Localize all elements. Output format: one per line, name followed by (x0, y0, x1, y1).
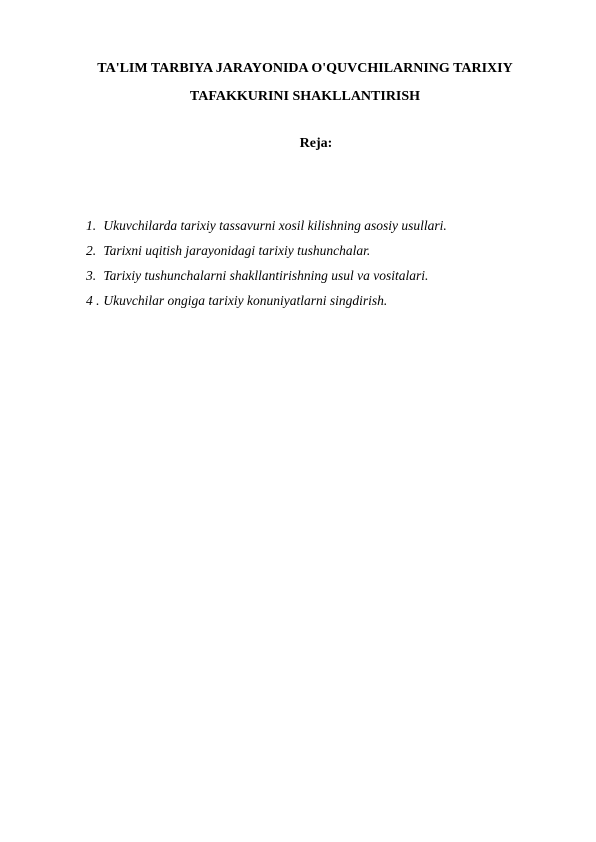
document-title-line-1: TA'LIM TARBIYA JARAYONIDA O'QUVCHILARNING TARIXIY (97, 61, 513, 76)
plan-list (86, 218, 447, 318)
plan-item-text: Ukuvchilar ongiga tarixiy konuniyatlarni singdirish. (103, 293, 388, 308)
plan-item-number: 1. (86, 218, 97, 233)
plan-item-text: Ukuvchilarda tarixiy tassavurni xosil kilishning asosiy usullari. (103, 218, 447, 233)
plan-item-text: Tarixiy tushunchalarni shakllantirishning usul va vositalari. (103, 268, 429, 283)
plan-item-number: 2. (86, 243, 97, 258)
plan-item-2 (86, 243, 447, 268)
plan-item-1 (86, 218, 447, 243)
plan-item-number: 4 . (86, 293, 100, 308)
plan-item-4 (86, 293, 447, 318)
plan-item-number: 3. (86, 268, 97, 283)
plan-item-text: Tarixni uqitish jarayonidagi tarixiy tushunchalar. (103, 243, 371, 258)
document-title-line-2: TAFAKKURINI SHAKLLANTIRISH (189, 89, 421, 104)
plan-item-3 (86, 268, 447, 293)
plan-heading: Reja: (299, 136, 333, 151)
